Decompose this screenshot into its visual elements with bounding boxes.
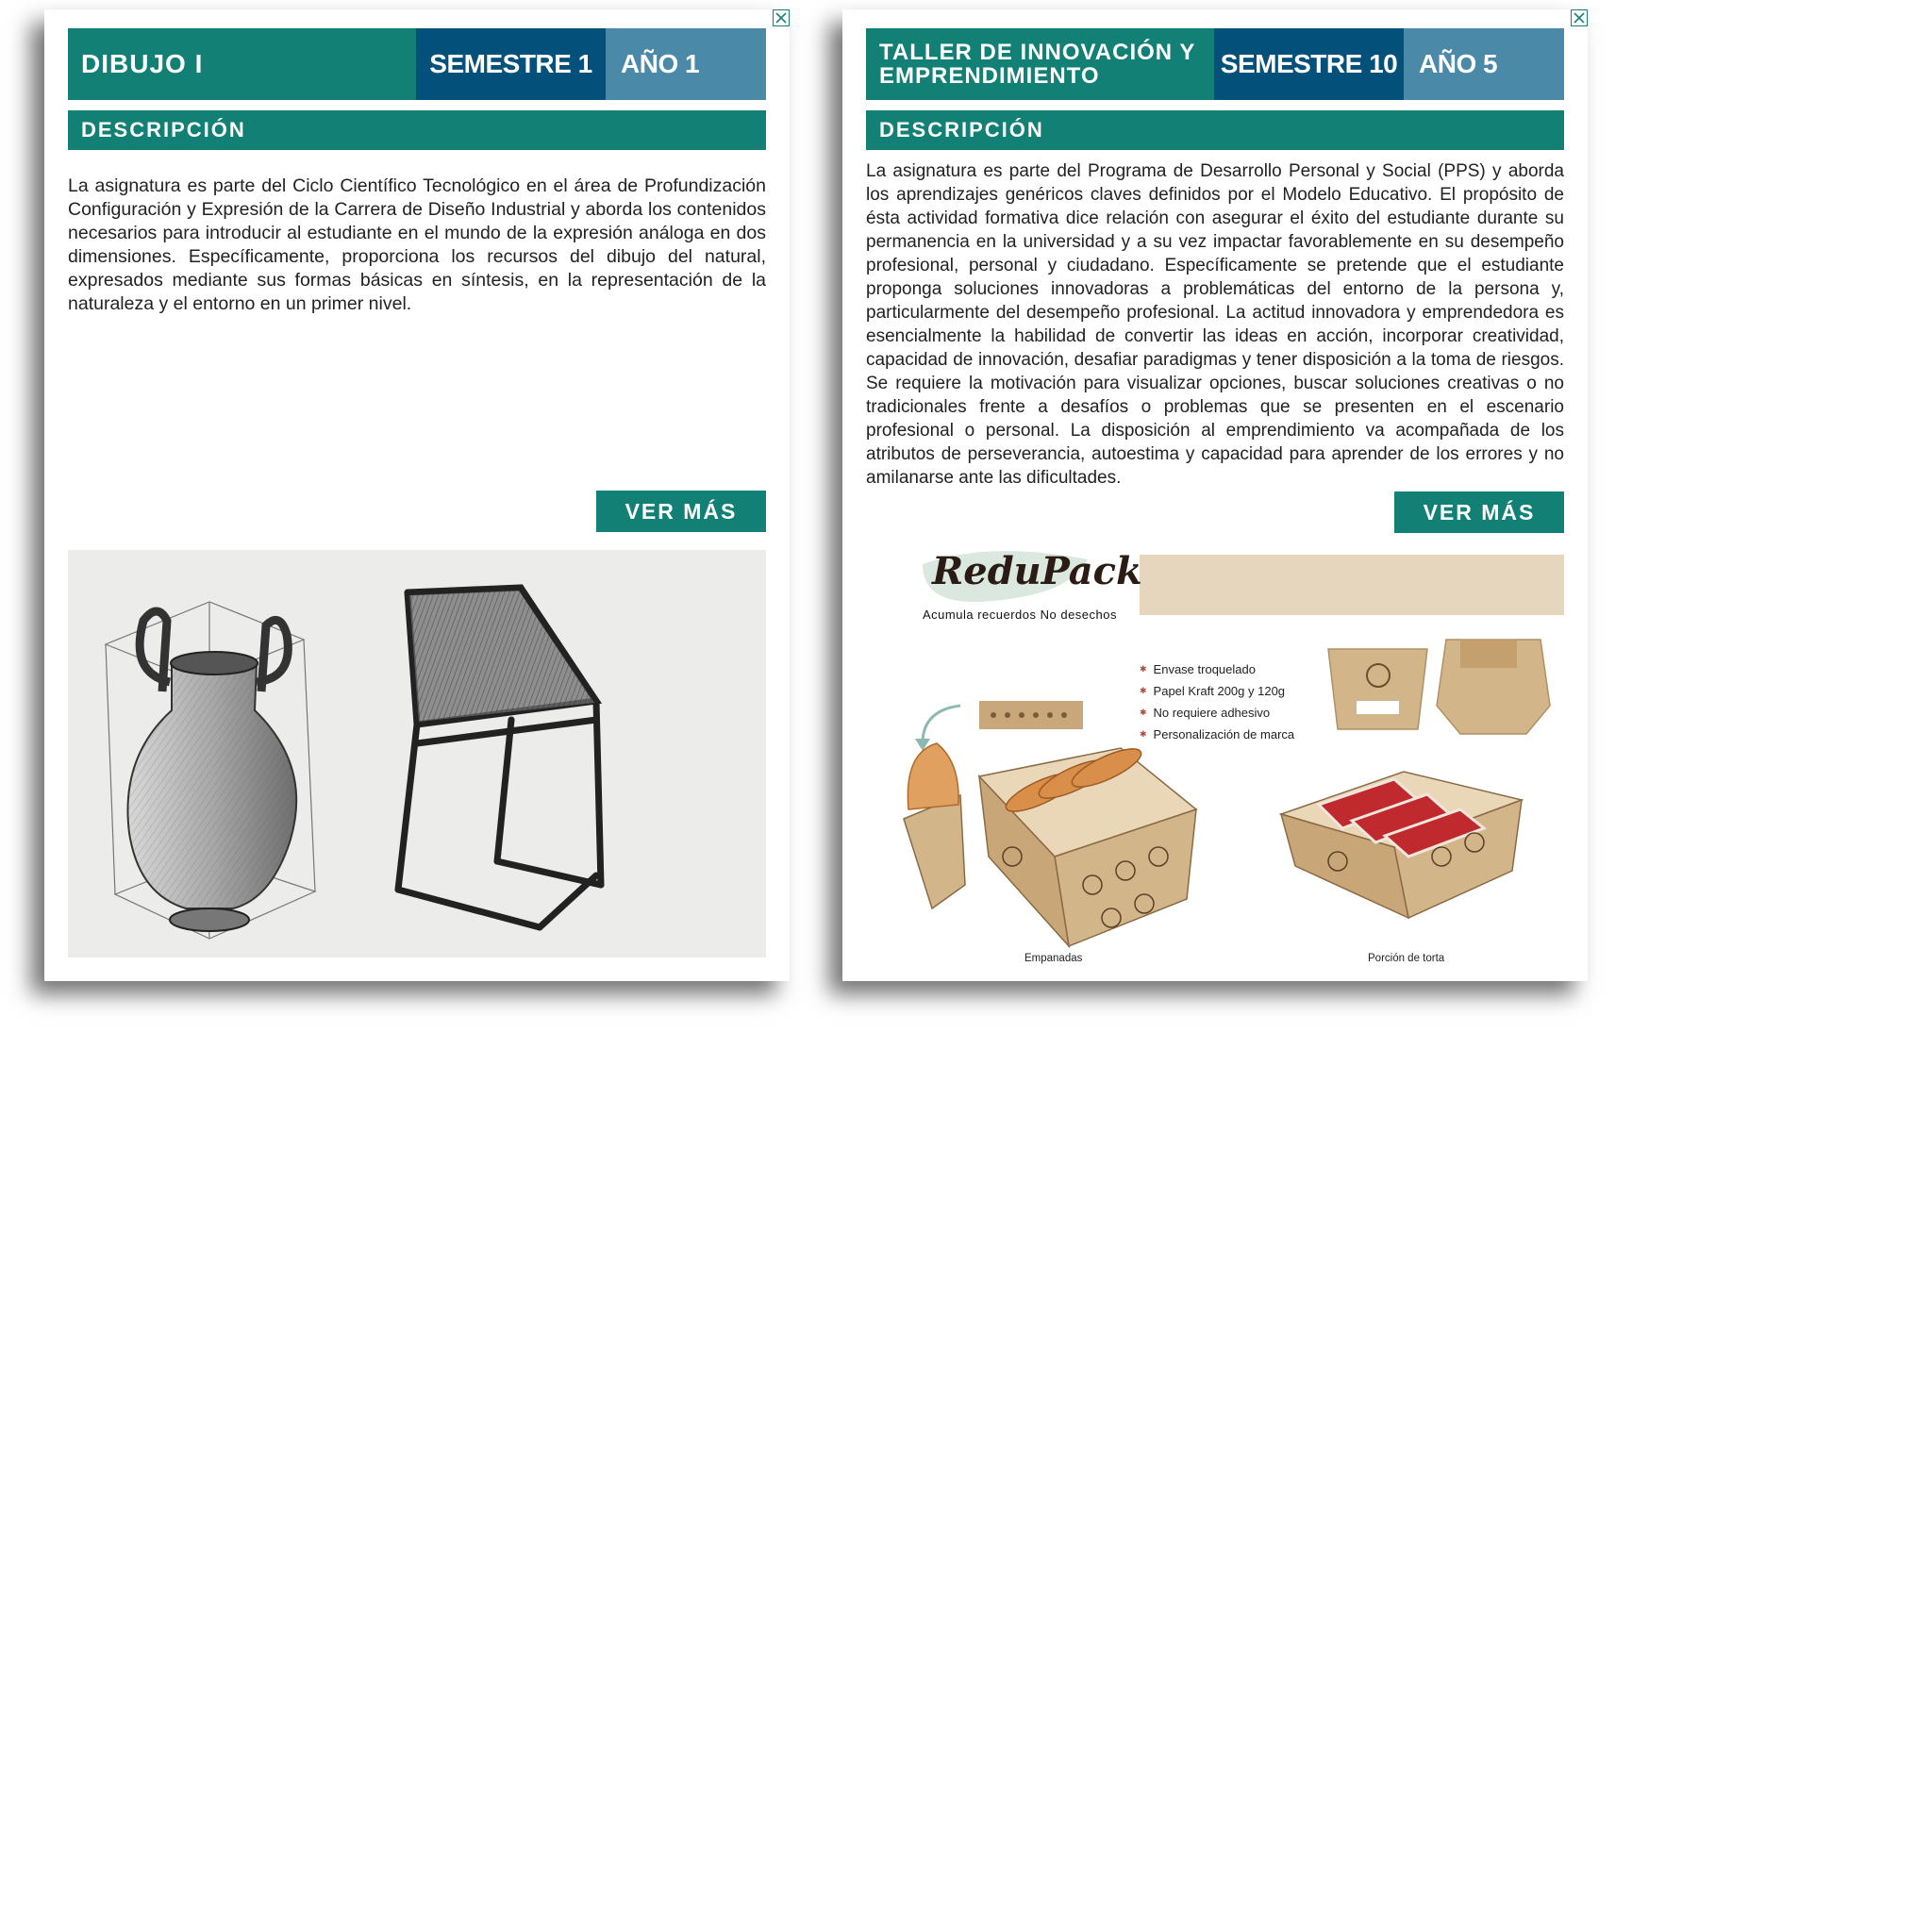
caption-porcion-torta: Porción de torta	[1368, 953, 1445, 964]
caption-empanadas: Empanadas	[1024, 953, 1083, 964]
feature-item: ✱ No requiere adhesivo	[1140, 702, 1294, 724]
semester-badge: SEMESTRE 10	[1214, 28, 1404, 100]
brand-logo: ReduPack	[932, 549, 1142, 593]
year-badge: AÑO 5	[1404, 28, 1564, 100]
description-heading: DESCRIPCIÓN	[866, 110, 1564, 150]
vase-and-chair-sketch	[68, 550, 766, 958]
drawing-illustration	[68, 550, 766, 958]
feature-item: ✱ Papel Kraft 200g y 120g	[1140, 680, 1294, 702]
course-card-dibujo	[44, 9, 790, 981]
description-text: La asignatura es parte del Ciclo Científico Tecnológico en el área de Profundización Configuración y Expresión de la Carrera de Diseño Industrial y aborda los contenidos necesarios para introducir al estudiante en el mundo de la expresión análoga en dos dimensiones. Específicamente, proporciona los recursos del dibujo del natural, expresados mediante sus formas básicas en síntesis, en la representación de la naturaleza y el entorno en un primer nivel.	[68, 175, 766, 314]
course-header	[68, 28, 766, 100]
close-icon	[774, 11, 788, 25]
course-title: TALLER DE INNOVACIÓN Y EMPRENDIMIENTO	[866, 28, 1214, 100]
year-badge: AÑO 1	[606, 28, 766, 100]
feature-item: ✱ Personalización de marca	[1140, 724, 1294, 745]
course-title: DIBUJO I	[68, 28, 416, 100]
brand-tagline: Acumula recuerdos No desechos	[923, 608, 1117, 622]
redupack-illustration	[866, 545, 1564, 979]
close-button[interactable]	[1571, 9, 1588, 26]
ver-mas-button[interactable]: VER MÁS	[596, 491, 766, 532]
description-text: La asignatura es parte del Programa de Desarrollo Personal y Social (PPS) y aborda los aprendizajes genéricos claves definidos por el Modelo Educativo. El propósito de ésta actividad formativa dice relación con asegurar el éxito del estudiante durante su permanencia en la universidad y a su vez impactar favorablemente en su desempeño profesional, personal y ciudadano. Específicamente se pretende que el estudiante proponga soluciones innovadoras a problemáticas del entorno de la persona y, particularmente del desempeño profesional. La actitud innovadora y emprendedora es esencialmente la habilidad de convertir las ideas en acción, incorporar creatividad, capacidad de innovación, desafiar paradigmas y tener disposición a la toma de riesgos. Se requiere la motivación para visualizar opciones, buscar soluciones creativas o no tradicionales frente a desafíos o problemas que se presenten en el escenario profesional o personal. La disposición al emprendimiento va acompañada de los atributos de perseverancia, autoestima y capacidad para aprender de los errores y no amilanarse ante las dificultades.	[866, 161, 1564, 488]
close-button[interactable]	[773, 9, 790, 26]
course-header	[866, 28, 1564, 100]
description-heading: DESCRIPCIÓN	[68, 110, 766, 150]
course-card-taller-innovacion	[842, 9, 1588, 981]
semester-badge: SEMESTRE 1	[416, 28, 606, 100]
close-icon	[1573, 11, 1586, 25]
feature-item: ✱ Envase troquelado	[1140, 658, 1294, 680]
ver-mas-button[interactable]: VER MÁS	[1394, 491, 1564, 533]
feature-list	[1140, 658, 1294, 745]
